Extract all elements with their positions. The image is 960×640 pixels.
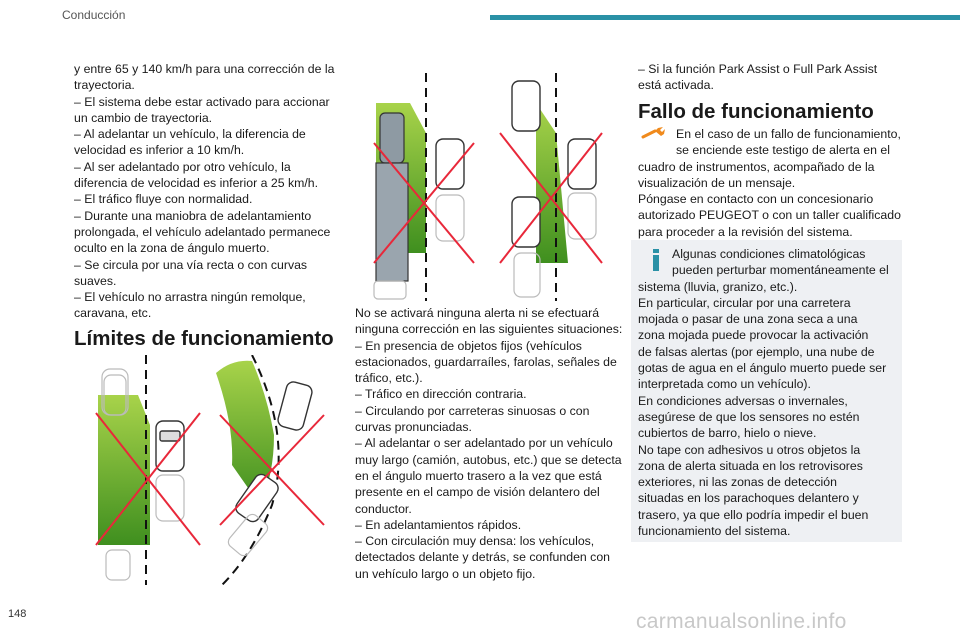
- text-line: En el caso de un fallo de funcionamiento,: [676, 127, 901, 141]
- text-line: presente en el campo de visión delantero del: [355, 485, 600, 500]
- text-line: trayectoria.: [74, 78, 135, 93]
- text-line: interpretada como un vehículo).: [638, 377, 811, 392]
- text-line: – En adelantamientos rápidos.: [355, 517, 522, 532]
- text-line: caravana, etc.: [74, 306, 152, 321]
- text-line: un vehículo largo o un objeto fijo.: [355, 566, 536, 581]
- fallo-text: [638, 126, 906, 240]
- text-line: en el ángulo muerto trasero a la vez que está: [355, 468, 602, 483]
- text-line: conductor.: [355, 501, 412, 516]
- heading-limits: Límites de funcionamiento: [74, 327, 334, 350]
- text-line: – Al adelantar o ser adelantado por un vehículo: [355, 436, 613, 451]
- text-line: velocidad es inferior a 10 km/h.: [74, 143, 245, 158]
- text-line: detectados delante y detrás, se confunden con: [355, 550, 610, 565]
- column-2-text: [355, 305, 625, 582]
- text-line: para proceder a la revisión del sistema.: [638, 224, 853, 239]
- car-icon: [436, 139, 464, 189]
- illustration-curved-road: [212, 355, 337, 585]
- page-number: 148: [8, 608, 27, 620]
- illustration-straight-road: [92, 355, 204, 585]
- text-line: – El tráfico fluye con normalidad.: [74, 192, 253, 207]
- text-line: cuadro de instrumentos, acompañado de la: [638, 159, 875, 174]
- text-line: gotas de agua en el ángulo muerto puede ser: [638, 361, 887, 376]
- text-line: – Con circulación muy densa: los vehículos,: [355, 534, 595, 549]
- text-line: Póngase en contacto con un concesionario: [638, 192, 874, 207]
- text-line: – El sistema debe estar activado para accionar: [74, 94, 330, 109]
- text-line: En condiciones adversas o invernales,: [638, 393, 848, 408]
- text-line: – Se circula por una vía recta o con curvas: [74, 257, 308, 272]
- watermark: carmanualsonline.info: [636, 610, 847, 633]
- text-line: estacionados, guardarraíles, farolas, señales de: [355, 354, 617, 369]
- section-title: Conducción: [62, 8, 126, 22]
- heading-fallo: Fallo de funcionamiento: [638, 100, 874, 123]
- text-line: – Tráfico en dirección contraria.: [355, 387, 527, 402]
- text-line: exteriores, ni las zonas de detección: [638, 475, 837, 490]
- text-line: zona mojada puede provocar la activación: [638, 328, 869, 343]
- text-line: sistema (lluvia, granizo, etc.).: [638, 279, 798, 294]
- text-line: – El vehículo no arrastra ningún remolque,: [74, 290, 306, 305]
- text-line: tráfico, etc.).: [355, 371, 423, 386]
- text-line: ninguna corrección en las siguientes situaciones:: [355, 322, 623, 337]
- text-line: – Circulando por carreteras sinuosas o con: [355, 403, 590, 418]
- text-line: – Si la función Park Assist o Full Park Assist: [638, 62, 878, 76]
- text-line: funcionamiento del sistema.: [638, 524, 791, 539]
- text-line: Algunas condiciones climatológicas: [672, 247, 866, 261]
- column-1-text: [74, 61, 340, 322]
- text-line: de falsas alertas (por ejemplo, una nube de: [638, 344, 875, 359]
- header-accent-bar: [490, 15, 960, 20]
- column-3-intro: [638, 61, 906, 94]
- text-line: pueden perturbar momentáneamente el: [672, 263, 889, 278]
- text-line: visualización de un mensaje.: [638, 175, 796, 190]
- text-line: está activada.: [638, 78, 714, 93]
- text-line: No se activará ninguna alerta ni se efectuará: [355, 306, 600, 320]
- illustration-dense-traffic: [496, 73, 606, 301]
- text-line: zona de alerta situada en los retrovisores: [638, 458, 863, 473]
- info-text: [638, 246, 900, 539]
- text-line: En particular, circular por una carretera: [638, 295, 851, 310]
- text-line: asegúrese de que los sensores no estén: [638, 409, 860, 424]
- text-line: suaves.: [74, 273, 117, 288]
- text-line: – Al ser adelantado por otro vehículo, la: [74, 159, 291, 174]
- text-line: un cambio de trayectoria.: [74, 110, 213, 125]
- text-line: trasero, ya que ello podría impedir el buen: [638, 507, 869, 522]
- text-line: mojada o pasar de una zona seca a una: [638, 312, 858, 327]
- text-line: autorizado PEUGEOT o con un taller cualificado: [638, 208, 901, 223]
- text-line: situadas en los parachoques delantero y: [638, 491, 859, 506]
- text-line: diferencia de velocidad es inferior a 25 km/h.: [74, 176, 319, 191]
- illustration-truck: [370, 73, 478, 301]
- text-line: cubiertos de barro, hielo o nieve.: [638, 426, 817, 441]
- text-line: – En presencia de objetos fijos (vehículos: [355, 338, 582, 353]
- text-line: muy largo (camión, autobus, etc.) que se detecta: [355, 452, 622, 467]
- text-line: se enciende este testigo de alerta en el: [676, 143, 890, 158]
- text-line: oculto en la zona de ángulo muerto.: [74, 241, 270, 256]
- text-line: y entre 65 y 140 km/h para una corrección de la: [74, 62, 335, 76]
- text-line: curvas pronunciadas.: [355, 420, 472, 435]
- text-line: – Al adelantar un vehículo, la diferencia de: [74, 127, 306, 142]
- text-line: – Durante una maniobra de adelantamiento: [74, 208, 312, 223]
- text-line: prolongada, el vehículo adelantado permanece: [74, 224, 331, 239]
- text-line: No tape con adhesivos u otros objetos la: [638, 442, 861, 457]
